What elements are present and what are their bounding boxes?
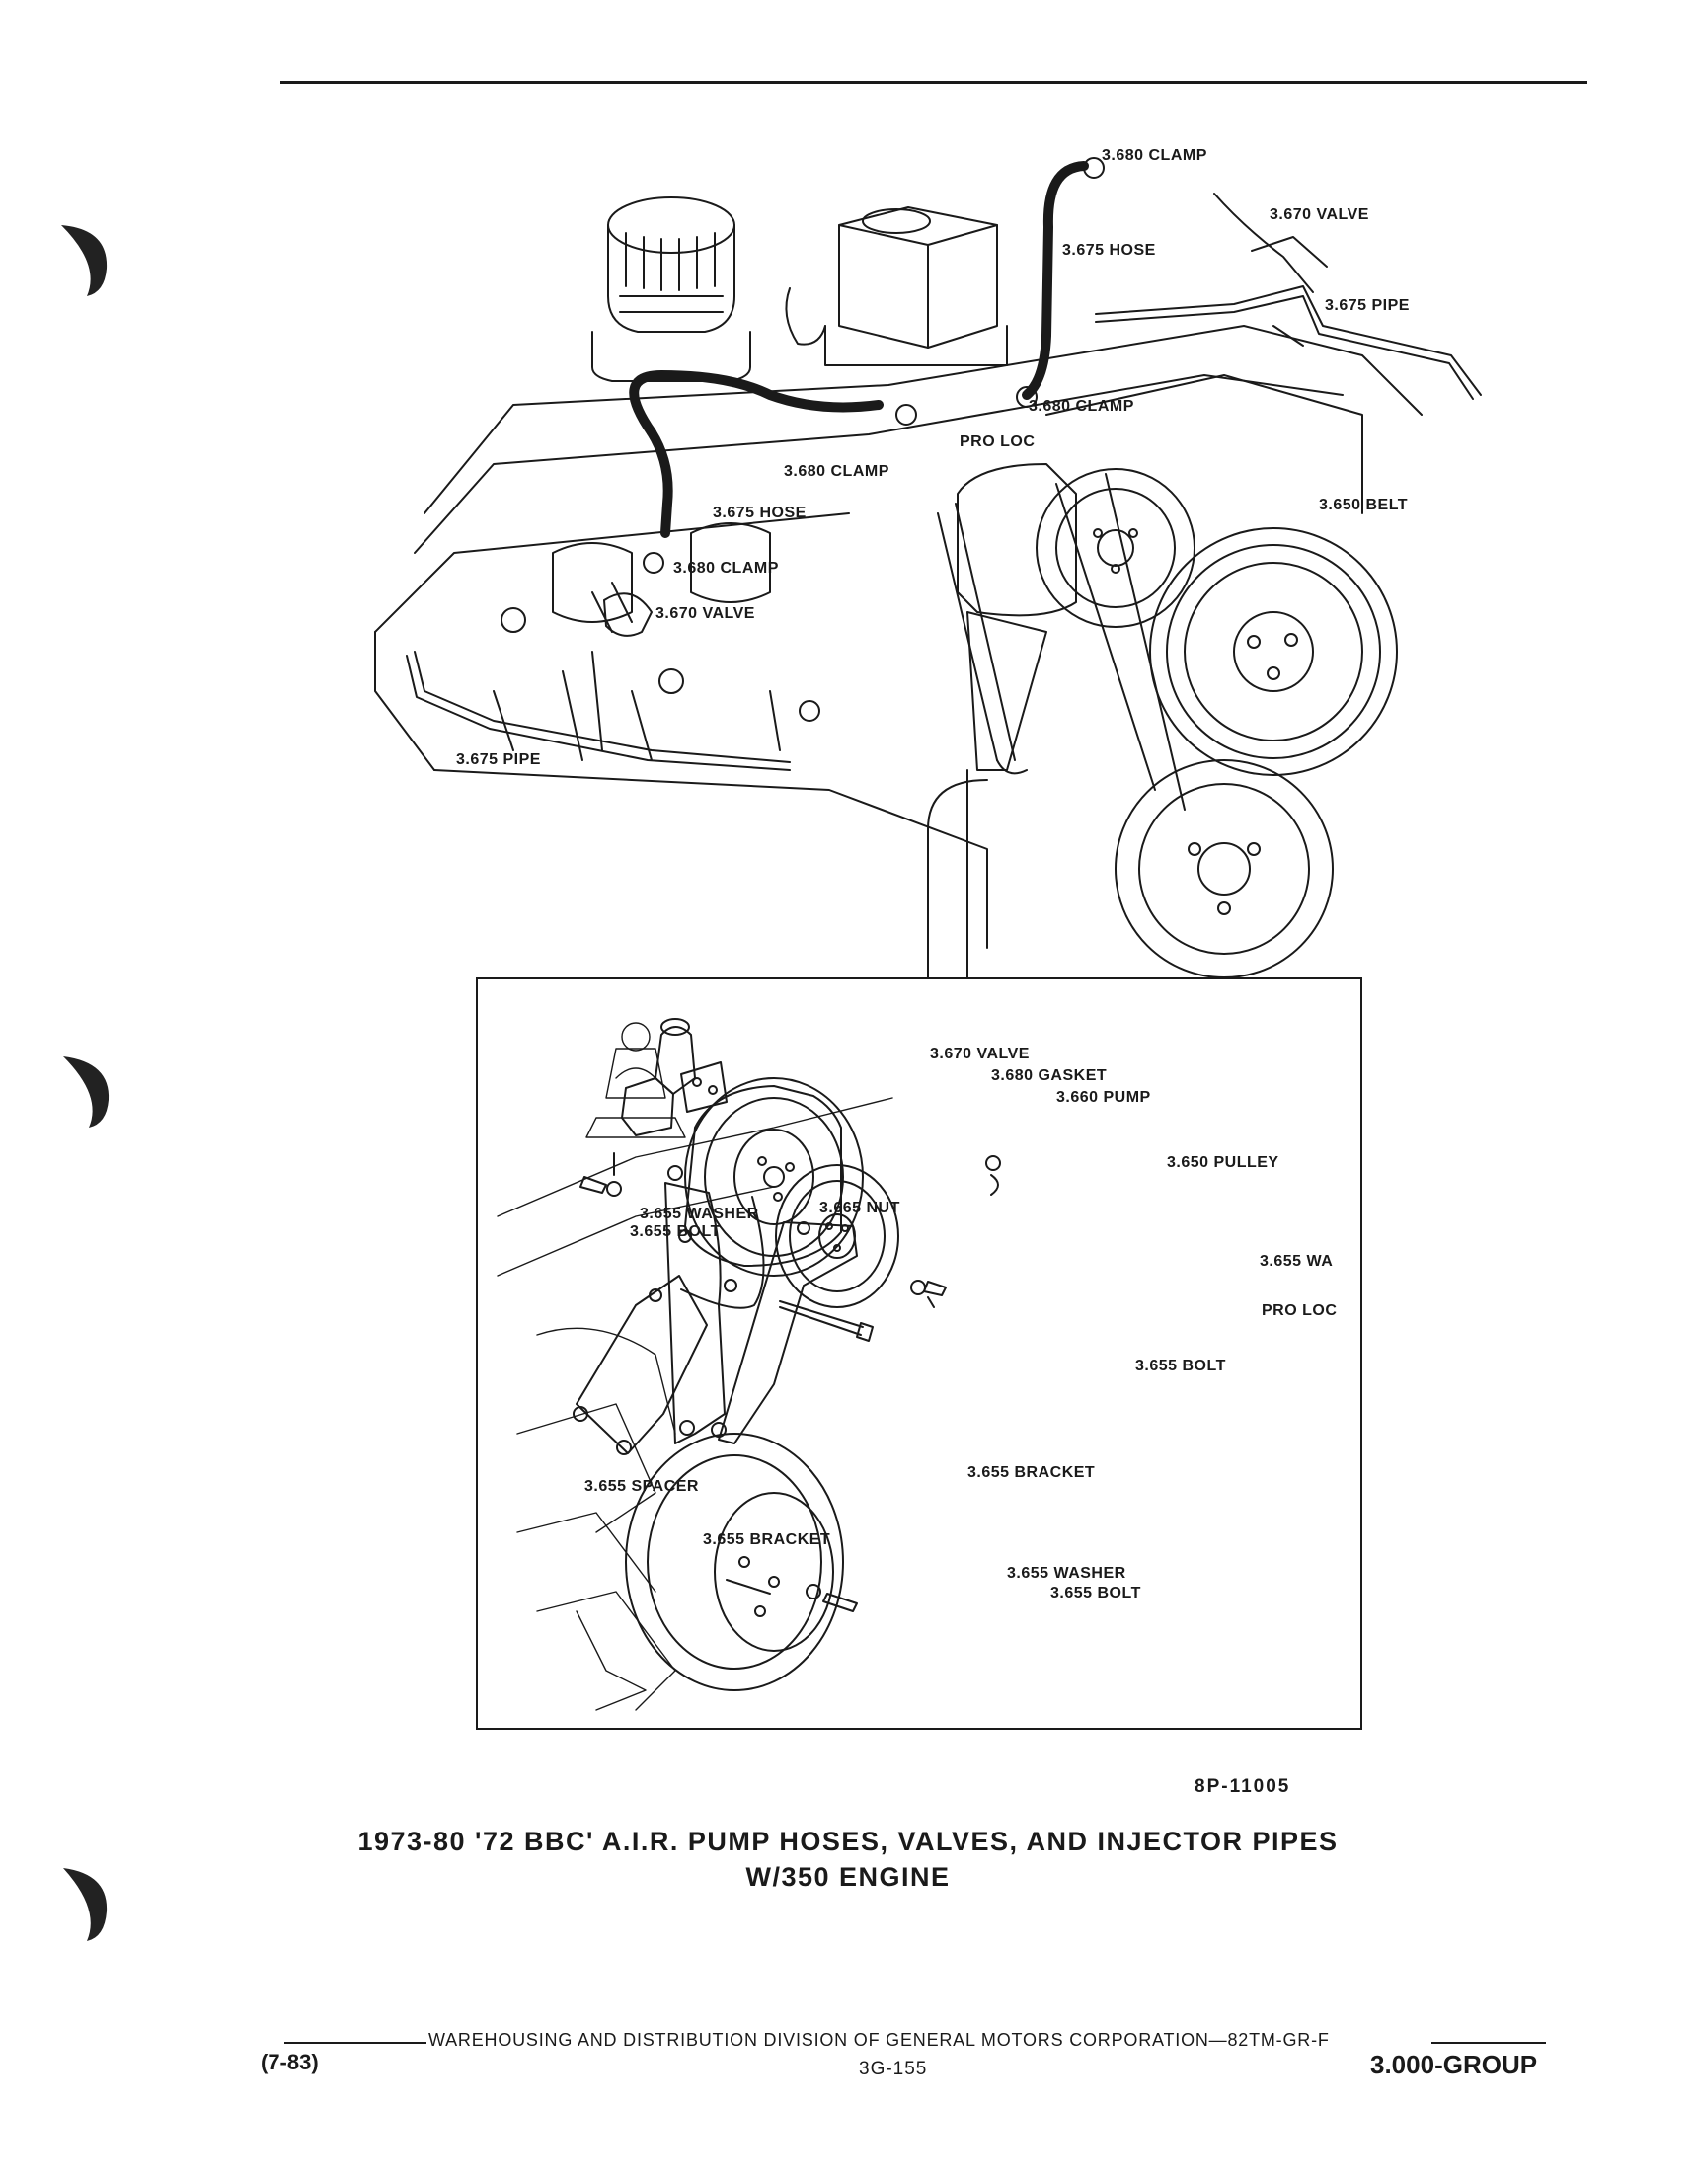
figure-number: 8P-11005 [1195, 1776, 1291, 1797]
detail-callout-nut: 3.665 NUT [819, 1200, 900, 1216]
callout-valve-top: 3.670 VALVE [1270, 206, 1369, 223]
detail-callout-bracket-lower: 3.655 BRACKET [703, 1531, 831, 1548]
callout-valve-left: 3.670 VALVE [655, 605, 755, 622]
pump-exploded-illustration [478, 979, 1356, 1724]
callout-belt: 3.650 BELT [1319, 497, 1409, 513]
footer-group: 3.000-GROUP [1370, 2050, 1538, 2079]
callout-clamp-mid: 3.680 CLAMP [1029, 398, 1134, 415]
footer-rule-right [1431, 2042, 1546, 2044]
detail-callout-bracket-right: 3.655 BRACKET [967, 1464, 1096, 1481]
callout-pipe-right: 3.675 PIPE [1325, 297, 1410, 314]
pulleys-drawing [1116, 528, 1397, 977]
callout-hose-left: 3.675 HOSE [713, 505, 807, 521]
callout-hose-top: 3.675 HOSE [1062, 242, 1156, 259]
detail-callout-bolt-lower: 3.655 BOLT [1050, 1585, 1141, 1601]
detail-callout-gasket: 3.680 GASKET [991, 1067, 1108, 1084]
detail-callout-valve: 3.670 VALVE [930, 1046, 1030, 1062]
carburetor-drawing [786, 207, 1007, 365]
callout-pipe-left: 3.675 PIPE [456, 751, 541, 768]
callout-clamp-lower: 3.680 CLAMP [673, 560, 779, 577]
detail-callout-washer-upper: 3.655 WASHER [640, 1206, 759, 1222]
detail-callout-washer-lower: 3.655 WASHER [1007, 1565, 1126, 1582]
detail-hardware-right [911, 1281, 946, 1295]
detail-callout-pump: 3.660 PUMP [1056, 1089, 1151, 1106]
footer-date-code: (7-83) [261, 2050, 319, 2074]
callout-pro-loc: PRO LOC [960, 433, 1036, 450]
figure-caption-line1: 1973-80 '72 BBC' A.I.R. PUMP HOSES, VALVES, AND INJECTOR PIPES [357, 1827, 1339, 1856]
air-cleaner-drawing [592, 197, 750, 381]
detail-callout-bolt-upper: 3.655 BOLT [630, 1223, 721, 1240]
detail-callout-washer-right: 3.655 WA [1260, 1253, 1334, 1270]
callout-clamp-top: 3.680 CLAMP [1102, 147, 1207, 164]
figure-caption-line2: W/350 ENGINE [745, 1862, 951, 1892]
footer-rule-left [284, 2042, 426, 2044]
binder-hole-mark [63, 1056, 109, 1128]
detail-lower-pulleys-drawing [626, 1434, 843, 1690]
footer-page-number: 3G-155 [859, 2059, 928, 2079]
callout-clamp-left: 3.680 CLAMP [784, 463, 889, 480]
footer-publisher: WAREHOUSING AND DISTRIBUTION DIVISION OF GENERAL MOTORS CORPORATION—82TM-GR-F [428, 2030, 1330, 2050]
detail-callout-pulley: 3.650 PULLEY [1167, 1154, 1279, 1171]
engine-illustration [0, 0, 1696, 987]
detail-callout-pro-loc: PRO LOC [1262, 1302, 1338, 1319]
right-pipe-drawing [1096, 194, 1481, 399]
detail-pointer-line [928, 770, 987, 977]
pump-bracket-drawing [967, 612, 1046, 770]
detail-callout-spacer: 3.655 SPACER [584, 1478, 699, 1495]
detail-callout-bolt-long: 3.655 BOLT [1135, 1358, 1226, 1374]
